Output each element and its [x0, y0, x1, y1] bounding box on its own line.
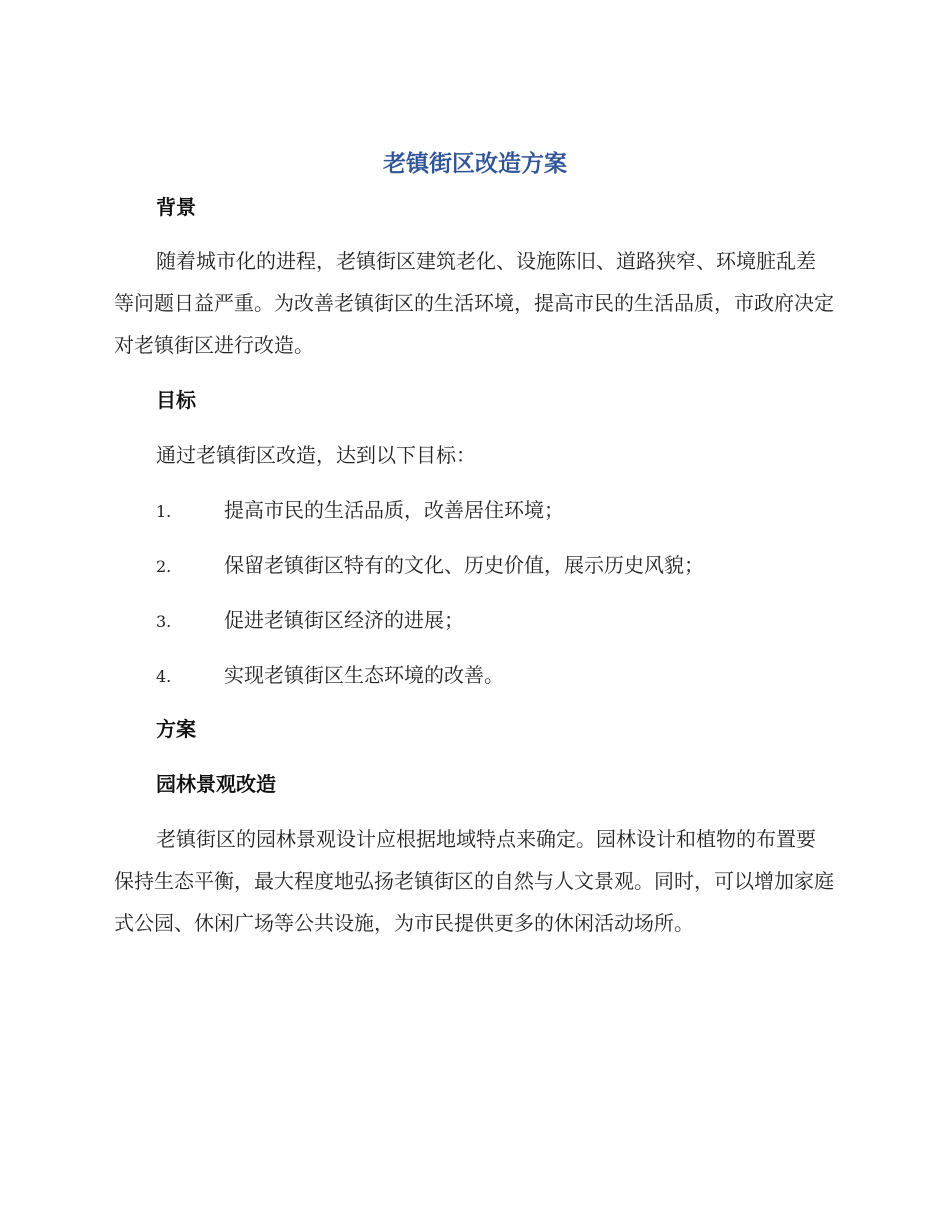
list-item-number: 2. — [156, 557, 172, 576]
landscape-paragraph: 老镇街区的园林景观设计应根据地域特点来确定。园林设计和植物的布置要保持生态平衡，最大程度地弘扬老镇街区的自然与人文景观。同时，可以增加家庭式公园、休闲广场等公共设施，为市民提供更多的休闲活动场所。 — [114, 827, 834, 935]
list-item-number: 4. — [156, 667, 172, 686]
list-item — [156, 550, 856, 580]
list-item-text: 提高市民的生活品质，改善居住环境； — [224, 498, 564, 522]
background-paragraph: 随着城市化的进程，老镇街区建筑老化、设施陈旧、道路狭窄、环境脏乱差等问题日益严重。为改善老镇街区的生活环境，提高市民的生活品质，市政府决定对老镇街区进行改造。 — [114, 249, 834, 357]
list-item — [156, 660, 856, 690]
subsection-heading-landscape: 园林景观改造 — [156, 772, 276, 796]
list-item — [156, 605, 856, 635]
list-item-text: 实现老镇街区生态环境的改善。 — [224, 663, 504, 687]
goals-intro: 通过老镇街区改造，达到以下目标： — [156, 443, 476, 467]
section-heading-plan: 方案 — [156, 717, 196, 741]
list-item — [156, 495, 856, 525]
list-item-text: 保留老镇街区特有的文化、历史价值，展示历史风貌； — [224, 553, 704, 577]
list-item-number: 1. — [156, 502, 172, 521]
document-title: 老镇街区改造方案 — [383, 151, 567, 177]
list-item-number: 3. — [156, 612, 172, 631]
section-heading-goals: 目标 — [156, 388, 196, 412]
list-item-text: 促进老镇街区经济的进展； — [224, 608, 464, 632]
section-heading-background: 背景 — [156, 195, 196, 219]
